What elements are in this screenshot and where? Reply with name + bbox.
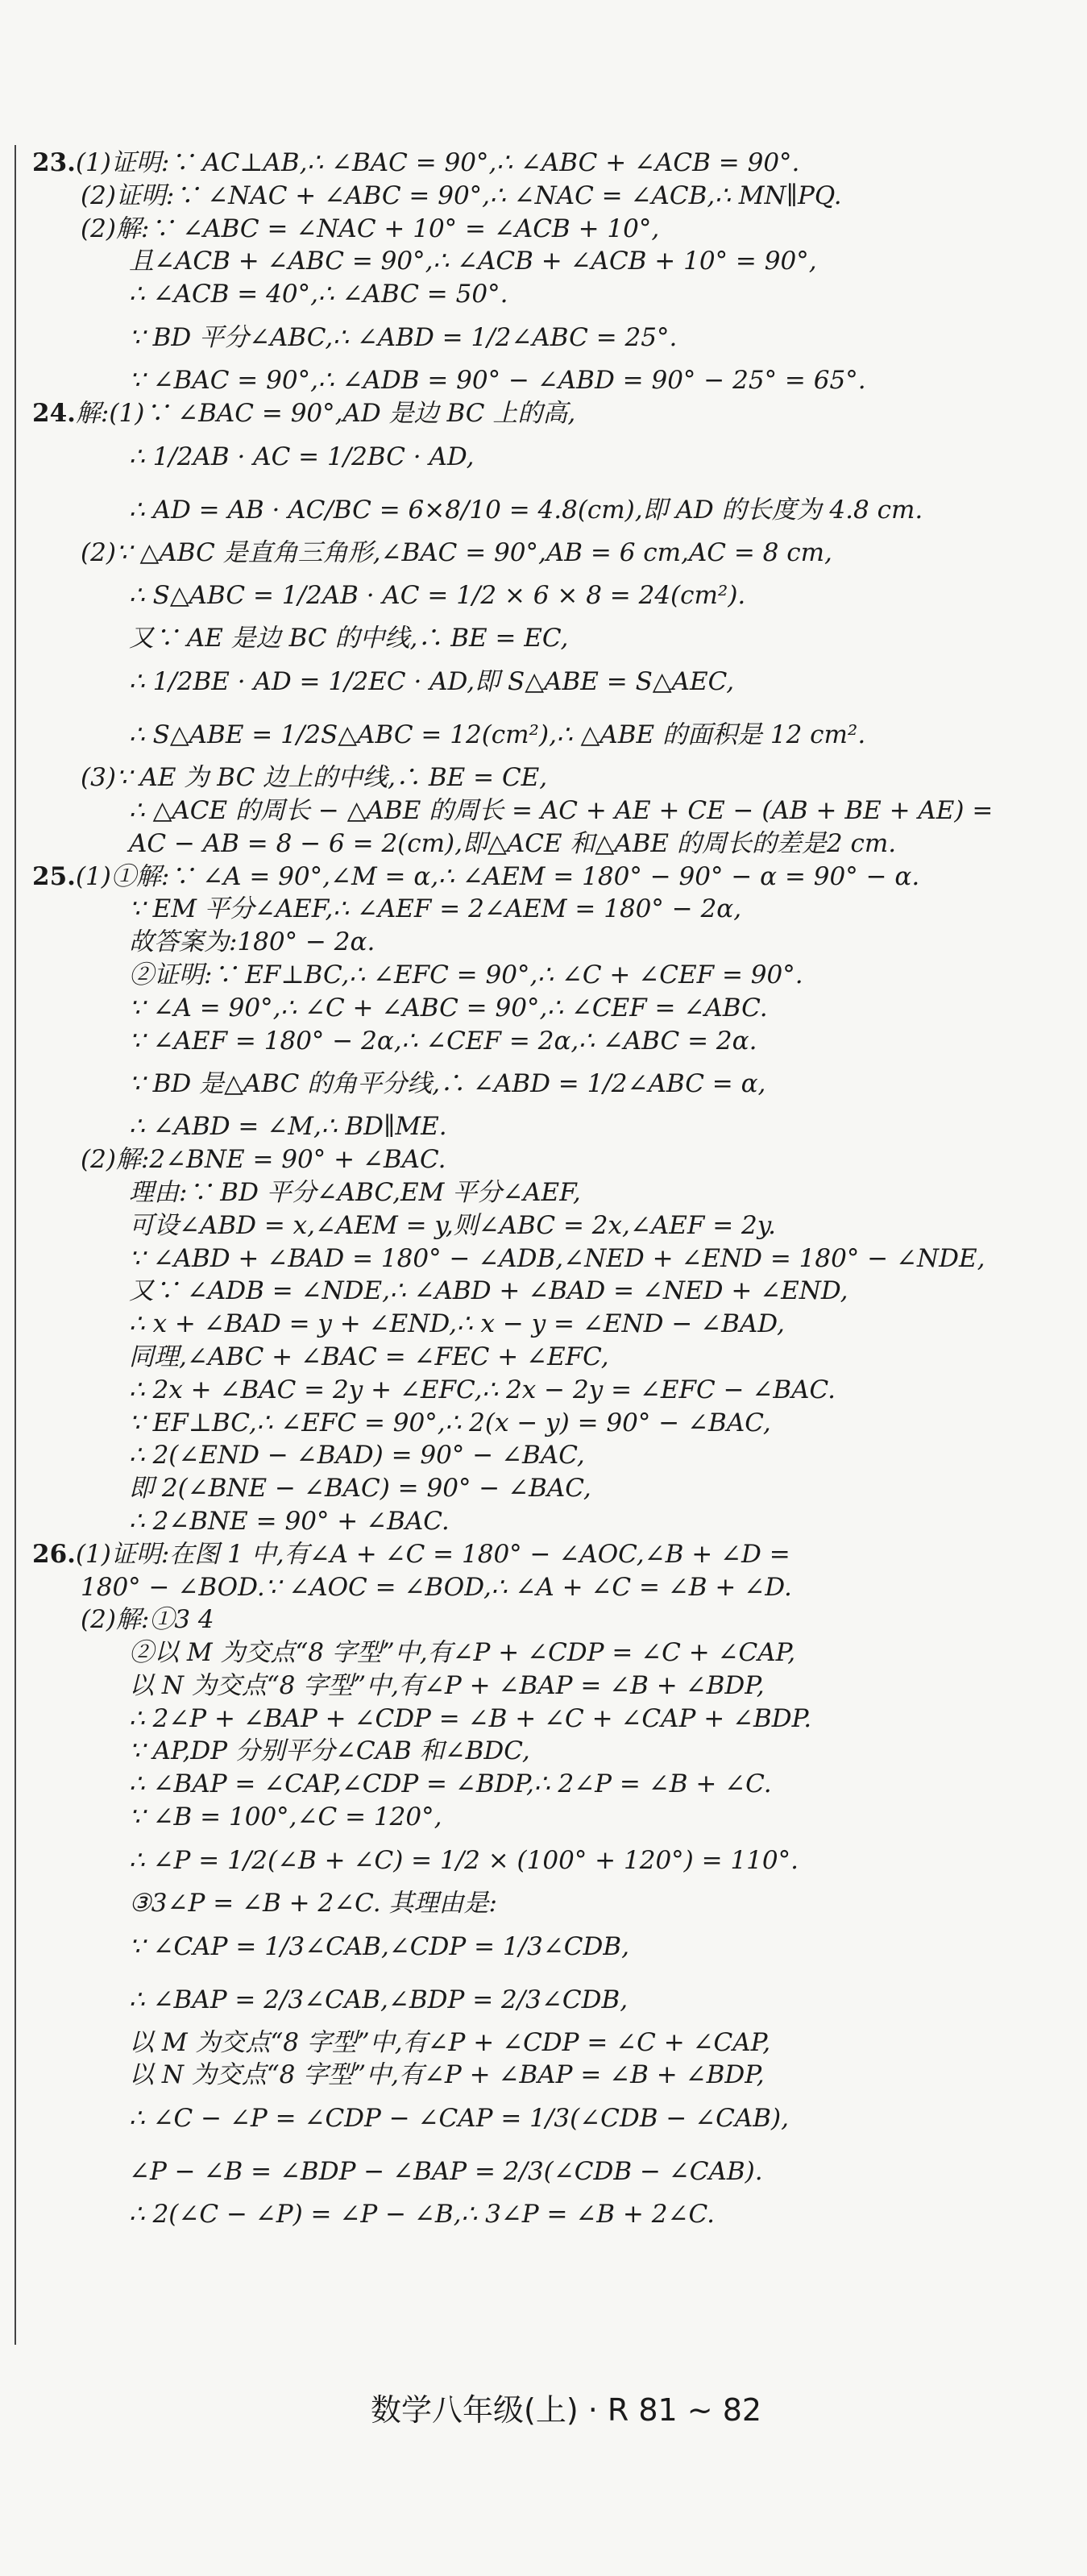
line-text: 解:(1)∵ ∠BAC = 90°,AD 是边 BC 上的高, <box>75 398 576 428</box>
solution-line <box>32 1920 1056 1973</box>
line-text: ∵ ∠A = 90°,∴ ∠C + ∠ABC = 90°,∴ ∠CEF = ∠ABC. <box>129 993 768 1023</box>
solution-line <box>32 959 1056 992</box>
solution-line <box>32 2026 1056 2060</box>
line-text: ∴ 2∠P + ∠BAP + ∠CDP = ∠B + ∠C + ∠CAP + ∠BDP. <box>129 1703 812 1733</box>
solution-line <box>32 2145 1056 2198</box>
line-text: ∴ 2x + ∠BAC = 2y + ∠EFC,∴ 2x − 2y = ∠EFC − ∠BAC. <box>129 1375 836 1404</box>
solution-line <box>32 1439 1056 1472</box>
left-margin-rule <box>15 145 16 2345</box>
line-text: (2)证明:∵ ∠NAC + ∠ABC = 90°,∴ ∠NAC = ∠ACB,∴ MN∥PQ. <box>81 180 842 210</box>
question-line <box>32 147 1056 180</box>
line-text: (2)解:2∠BNE = 90° + ∠BAC. <box>81 1145 446 1175</box>
line-text: ∴ 2(∠C − ∠P) = ∠P − ∠B,∴ 3∠P = ∠B + 2∠C. <box>129 2200 715 2230</box>
line-text: (1)①解:∵ ∠A = 90°,∠M = α,∴ ∠AEM = 180° − 90° − α = 90° − α. <box>75 861 920 891</box>
line-text: ∴ ∠BAP = 2/3∠CAB,∠BDP = 2/3∠CDB, <box>129 1985 629 2014</box>
line-text: 故答案为:180° − 2α. <box>129 927 375 957</box>
solution-line <box>32 1670 1056 1703</box>
solution-line <box>32 2059 1056 2092</box>
line-text: ∴ S△ABC = 1/2AB · AC = 1/2 × 6 × 8 = 24(cm²). <box>129 581 746 611</box>
solution-line <box>32 1571 1056 1604</box>
solution-line <box>32 1057 1056 1110</box>
line-text: ∴ ∠C − ∠P = ∠CDP − ∠CAP = 1/3(∠CDB − ∠CAB), <box>129 2104 789 2134</box>
question-line <box>32 397 1056 430</box>
solution-line <box>32 311 1056 364</box>
solution-line <box>32 893 1056 926</box>
line-text: ∵ BD 是△ABC 的角平分线,∴ ∠ABD = 1/2∠ABC = α, <box>129 1069 766 1099</box>
line-text: (1)证明:∵ AC⊥AB,∴ ∠BAC = 90°,∴ ∠ABC + ∠ACB = 90°. <box>75 148 800 177</box>
solution-line <box>32 1341 1056 1374</box>
line-text: ∵ ∠B = 100°,∠C = 120°, <box>129 1802 442 1832</box>
solution-text <box>32 147 1056 2231</box>
solution-line <box>32 1703 1056 1736</box>
line-text: 以 N 为交点“8 字型”中,有∠P + ∠BAP = ∠B + ∠BDP, <box>129 2060 765 2090</box>
solution-line <box>32 1407 1056 1440</box>
question-number: 25. <box>32 861 76 891</box>
line-text: ②以 M 为交点“8 字型”中,有∠P + ∠CDP = ∠C + ∠CAP, <box>129 1638 796 1668</box>
solution-line <box>32 483 1056 537</box>
solution-line <box>32 1973 1056 2026</box>
question-number: 24. <box>32 398 76 428</box>
line-text: 又∵ ∠ADB = ∠NDE,∴ ∠ABD + ∠BAD = ∠NED + ∠END, <box>129 1276 848 1306</box>
line-text: ∵ AP,DP 分别平分∠CAB 和∠BDC, <box>129 1736 530 1766</box>
solution-line <box>32 1209 1056 1242</box>
line-text: 可设∠ABD = x,∠AEM = y,则∠ABC = 2x,∠AEF = 2y. <box>129 1210 777 1240</box>
line-text: ∴ 1/2AB · AC = 1/2BC · AD, <box>129 442 475 471</box>
solution-line <box>32 794 1056 828</box>
line-text: (2)解:①3 4 <box>81 1605 214 1635</box>
line-text: ∴ AD = AB · AC/BC = 6×8/10 = 4.8(cm),即 AD 的长度为 4.8 cm. <box>129 495 923 525</box>
line-text: 180° − ∠BOD.∵ ∠AOC = ∠BOD,∴ ∠A + ∠C = ∠B + ∠D. <box>81 1572 792 1602</box>
solution-line <box>32 2198 1056 2231</box>
solution-line <box>32 926 1056 959</box>
solution-line <box>32 708 1056 761</box>
solution-line <box>32 1374 1056 1407</box>
line-text: 以 N 为交点“8 字型”中,有∠P + ∠BAP = ∠B + ∠BDP, <box>129 1670 765 1700</box>
solution-line <box>32 1242 1056 1276</box>
line-text: ∴ △ACE 的周长 − △ABE 的周长 = AC + AE + CE − (AB + BE + AE) = <box>129 795 994 825</box>
line-text: (3)∵ AE 为 BC 边上的中线,∴ BE = CE, <box>81 763 548 793</box>
question-number: 26. <box>32 1539 76 1569</box>
solution-line <box>32 245 1056 278</box>
line-text: 又∵ AE 是边 BC 的中线,∴ BE = EC, <box>129 624 569 653</box>
solution-line <box>32 1801 1056 1834</box>
line-text: ∵ EF⊥BC,∴ ∠EFC = 90°,∴ 2(x − y) = 90° − ∠BAC, <box>129 1408 771 1437</box>
solution-line <box>32 1834 1056 1887</box>
solution-line <box>32 213 1056 246</box>
line-text: ∴ 1/2BE · AD = 1/2EC · AD,即 S△ABE = S△AEC, <box>129 667 735 697</box>
solution-line <box>32 1735 1056 1768</box>
solution-line <box>32 1887 1056 1920</box>
solution-line <box>32 828 1056 861</box>
line-text: 以 M 为交点“8 字型”中,有∠P + ∠CDP = ∠C + ∠CAP, <box>129 2027 771 2057</box>
line-text: 同理,∠ABC + ∠BAC = ∠FEC + ∠EFC, <box>129 1342 609 1371</box>
solution-line <box>32 1025 1056 1058</box>
solution-line <box>32 1636 1056 1670</box>
solution-line <box>32 1143 1056 1176</box>
solution-line <box>32 430 1056 483</box>
line-text: ∵ ∠AEF = 180° − 2α,∴ ∠CEF = 2α,∴ ∠ABC = 2α. <box>129 1026 757 1056</box>
question-line <box>32 1538 1056 1571</box>
line-text: ∴ S△ABE = 1/2S△ABC = 12(cm²),∴ △ABE 的面积是 12 cm². <box>129 720 866 750</box>
page-footer: 数学八年级(上) · R 81 ~ 82 <box>371 2392 762 2428</box>
line-text: ∵ ∠CAP = 1/3∠CAB,∠CDP = 1/3∠CDB, <box>129 1931 629 1961</box>
solution-line <box>32 180 1056 213</box>
line-text: ∵ BD 平分∠ABC,∴ ∠ABD = 1/2∠ABC = 25°. <box>129 322 678 352</box>
line-text: ∴ ∠P = 1/2(∠B + ∠C) = 1/2 × (100° + 120°) = 110°. <box>129 1845 799 1875</box>
solution-line <box>32 1308 1056 1341</box>
solution-line <box>32 761 1056 794</box>
line-text: AC − AB = 8 − 6 = 2(cm),即△ACE 和△ABE 的周长的差是2 cm. <box>129 828 897 858</box>
line-text: ∴ ∠ABD = ∠M,∴ BD∥ME. <box>129 1112 447 1142</box>
question-line <box>32 861 1056 894</box>
line-text: (2)解:∵ ∠ABC = ∠NAC + 10° = ∠ACB + 10°, <box>81 214 660 243</box>
solution-line <box>32 1505 1056 1538</box>
line-text: ∵ EM 平分∠AEF,∴ ∠AEF = 2∠AEM = 180° − 2α, <box>129 894 742 924</box>
line-text: 且∠ACB + ∠ABC = 90°,∴ ∠ACB + ∠ACB + 10° = 90°, <box>129 247 817 276</box>
line-text: (1)证明:在图 1 中,有∠A + ∠C = 180° − ∠AOC,∠B + ∠D = <box>75 1539 790 1569</box>
line-text: ∴ 2∠BNE = 90° + ∠BAC. <box>129 1506 450 1536</box>
line-text: ∴ ∠BAP = ∠CAP,∠CDP = ∠BDP,∴ 2∠P = ∠B + ∠C. <box>129 1769 772 1799</box>
solution-line <box>32 622 1056 655</box>
line-text: ∠P − ∠B = ∠BDP − ∠BAP = 2/3(∠CDB − ∠CAB). <box>129 2157 763 2187</box>
solution-line <box>32 2092 1056 2145</box>
line-text: ③3∠P = ∠B + 2∠C. 其理由是: <box>129 1888 497 1918</box>
solution-line <box>32 655 1056 708</box>
solution-line <box>32 364 1056 397</box>
solution-line <box>32 569 1056 622</box>
solution-line <box>32 1768 1056 1801</box>
solution-line <box>32 1176 1056 1209</box>
line-text: 即 2(∠BNE − ∠BAC) = 90° − ∠BAC, <box>129 1474 591 1504</box>
solution-line <box>32 1472 1056 1505</box>
solution-line <box>32 992 1056 1025</box>
line-text: (2)∵ △ABC 是直角三角形,∠BAC = 90°,AB = 6 cm,AC = 8 cm, <box>81 537 832 567</box>
question-number: 23. <box>32 148 76 177</box>
line-text: 理由:∵ BD 平分∠ABC,EM 平分∠AEF, <box>129 1177 581 1207</box>
line-text: ∴ x + ∠BAD = y + ∠END,∴ x − y = ∠END − ∠BAD, <box>129 1309 785 1339</box>
line-text: ∴ 2(∠END − ∠BAD) = 90° − ∠BAC, <box>129 1441 585 1471</box>
solution-line <box>32 1603 1056 1636</box>
solution-line <box>32 537 1056 570</box>
line-text: ∵ ∠ABD + ∠BAD = 180° − ∠ADB,∠NED + ∠END = 180° − ∠NDE, <box>129 1243 985 1273</box>
solution-line <box>32 1110 1056 1143</box>
line-text: ∵ ∠BAC = 90°,∴ ∠ADB = 90° − ∠ABD = 90° − 25° = 65°. <box>129 365 866 395</box>
line-text: ②证明:∵ EF⊥BC,∴ ∠EFC = 90°,∴ ∠C + ∠CEF = 90°. <box>129 960 803 989</box>
solution-line <box>32 1275 1056 1308</box>
line-text: ∴ ∠ACB = 40°,∴ ∠ABC = 50°. <box>129 280 508 309</box>
solution-line <box>32 278 1056 311</box>
